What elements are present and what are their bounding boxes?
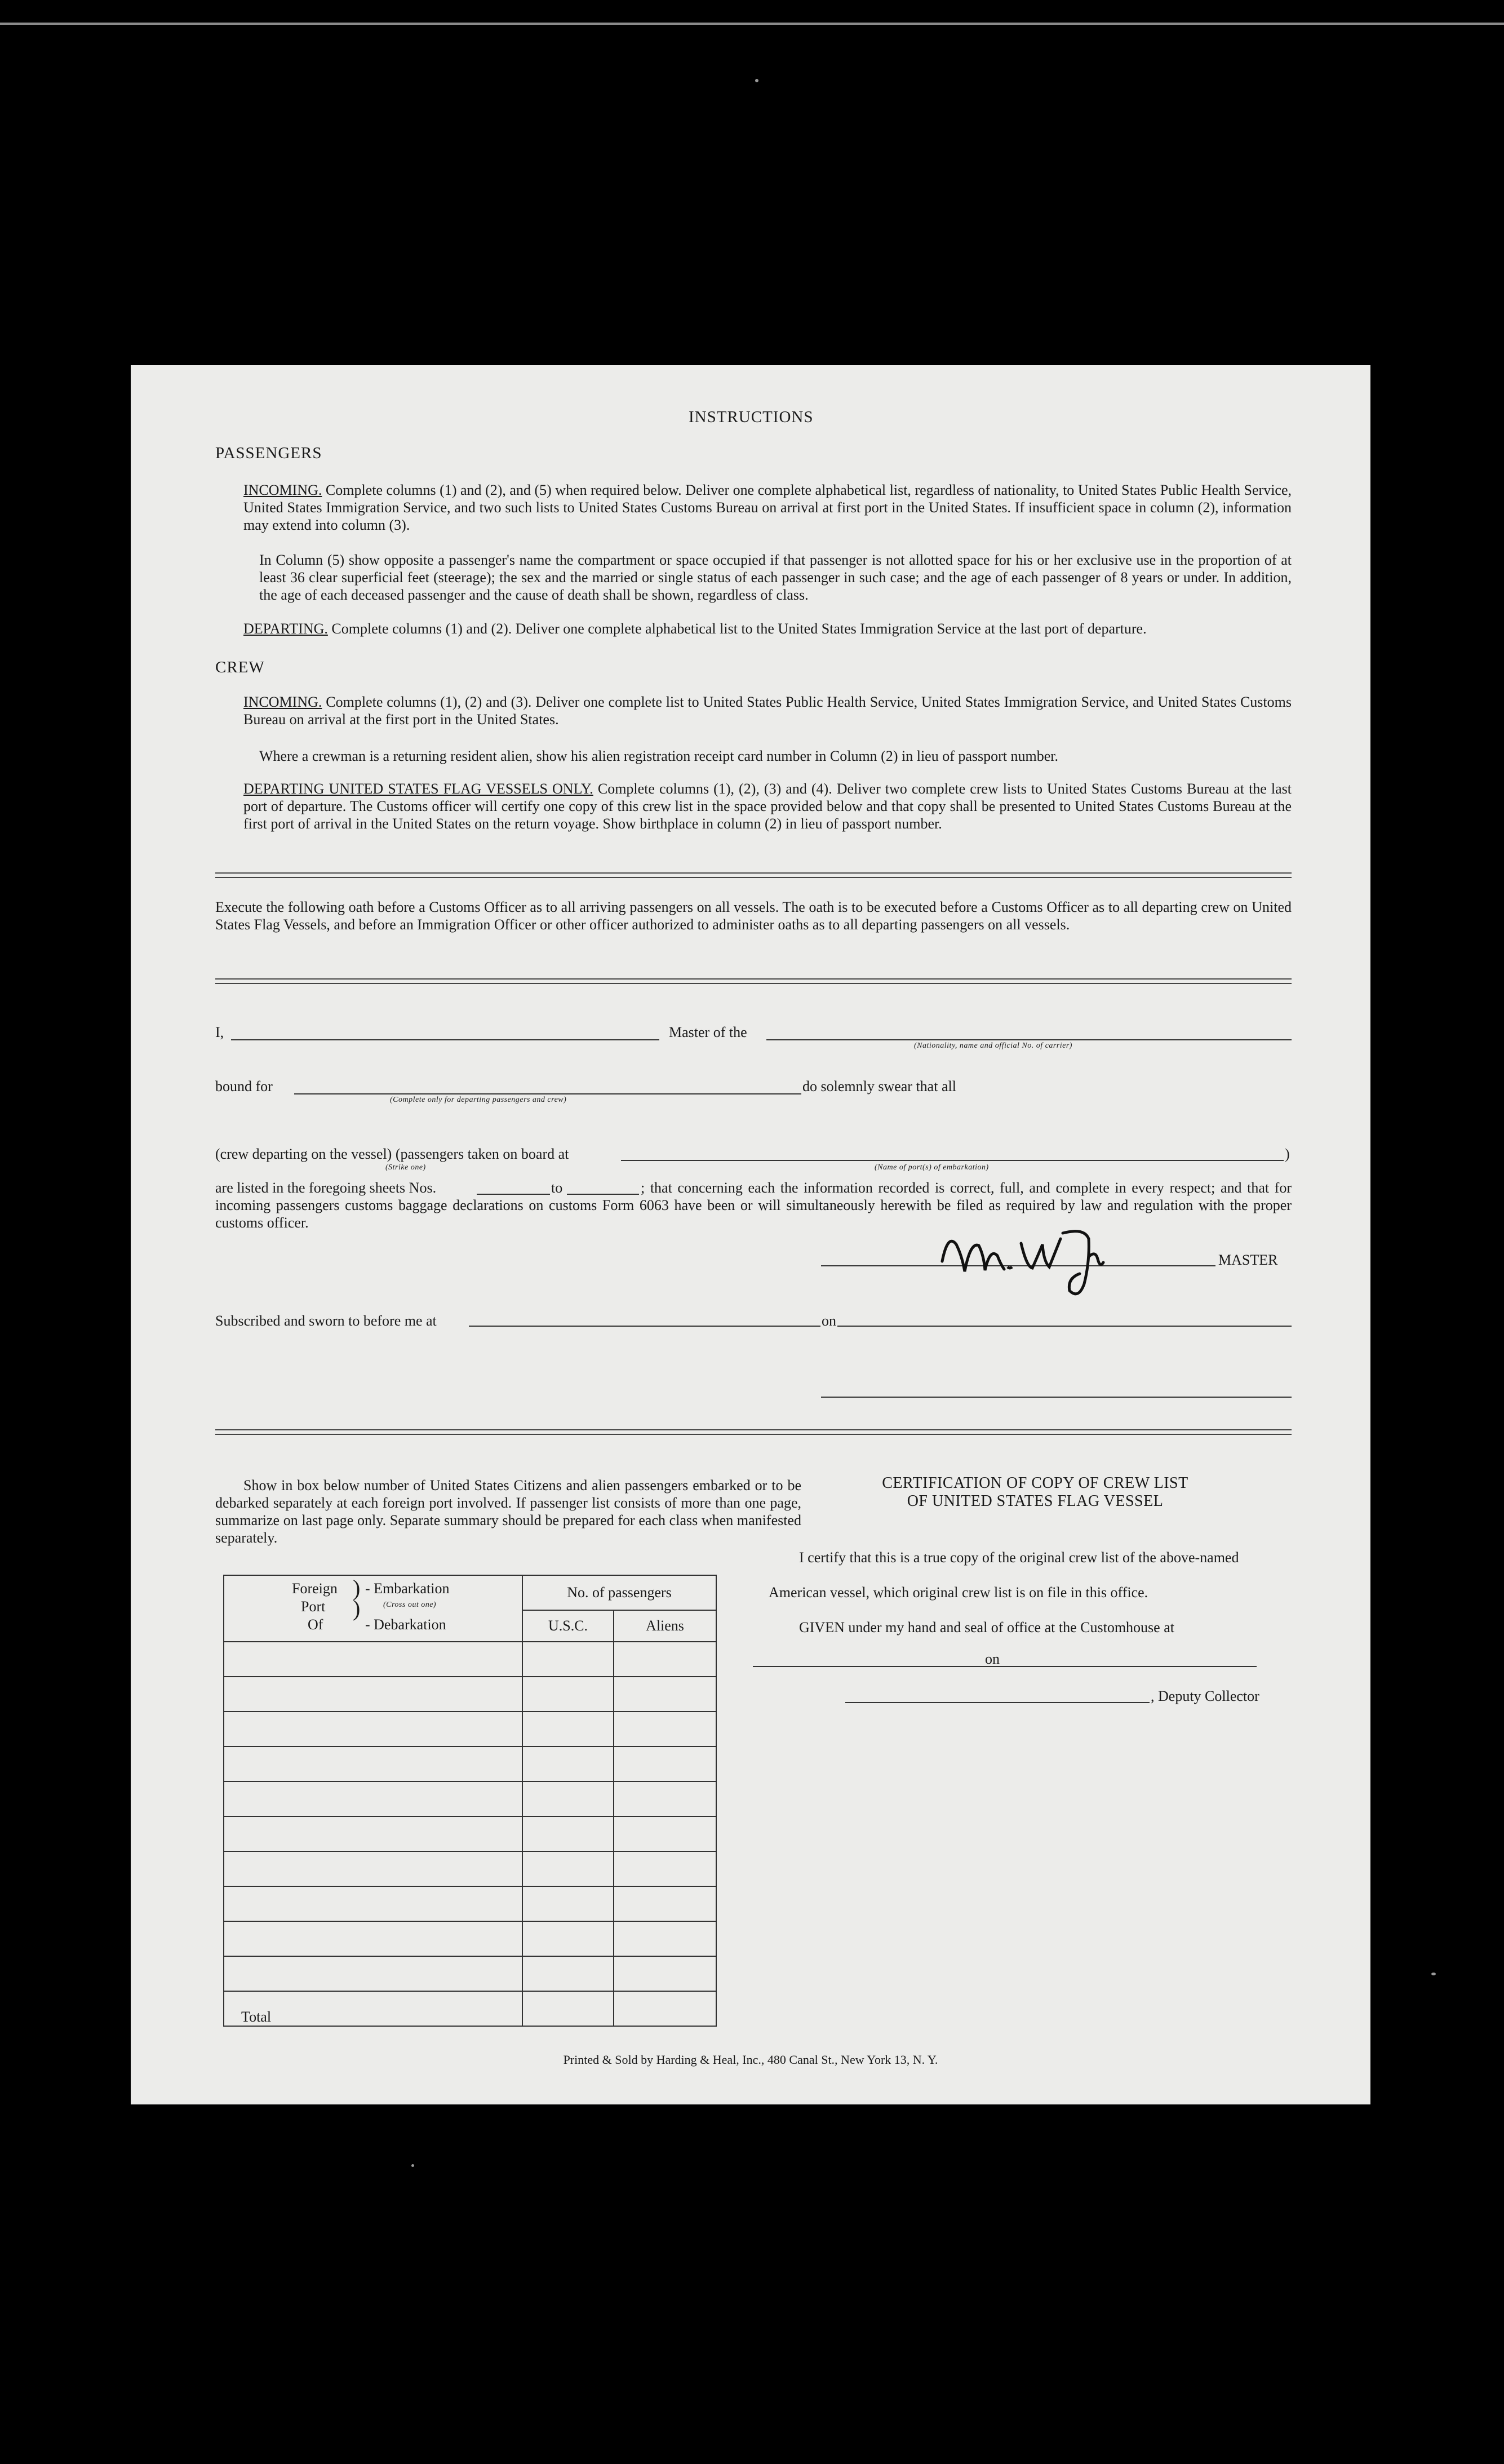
oath-intro: Execute the following oath before a Customs Officer as to all arriving passengers on all vessels. The oath is to be executed before a Customs Officer as to all departing crew on United States Flag Vessels, and before an Immigration Officer or other officer authorized to administer oaths as to all departing passengers on all vessels. <box>215 899 1292 933</box>
port-cell[interactable] <box>224 1956 522 1991</box>
passengers-column5-paragraph: In Column (5) show opposite a passenger's name the compartment or space occupied if that passenger is not allotted space for his or her exclusive use in the proportion of at least 36 clear superficial feet (steerage); the sex and the married or single status of each passenger in such case; and the age of each passenger of 8 years or under. In addition, the age of each deceased passenger and the cause of death shall be shown, regardless of class. <box>259 552 1292 603</box>
crew-alien-paragraph: Where a crewman is a returning resident alien, show his alien registration receipt card number in Column (2) in lieu of passport number. <box>259 748 1059 764</box>
usc-cell[interactable] <box>522 1886 614 1921</box>
usc-cell[interactable] <box>522 1921 614 1956</box>
port-header-cell <box>224 1575 522 1642</box>
port-caption: (Name of port(s) of embarkation) <box>875 1163 989 1172</box>
oath-subscribed-label: Subscribed and sworn to before me at <box>215 1313 437 1329</box>
crew-departing-label: DEPARTING UNITED STATES FLAG VESSELS ONLY. <box>243 781 593 797</box>
crew-incoming-label: INCOMING. <box>243 694 322 710</box>
passengers-departing-label: DEPARTING. <box>243 621 328 637</box>
certification-date-field[interactable] <box>1003 1666 1257 1667</box>
embarkation-port-field[interactable] <box>621 1160 1284 1161</box>
oath-master-of-label: Master of the <box>669 1024 747 1040</box>
usc-cell[interactable] <box>522 1956 614 1991</box>
crew-departing-paragraph <box>243 780 1292 832</box>
certification-deputy-label: , Deputy Collector <box>1151 1688 1259 1704</box>
crew-departing-text: Complete columns (1), (2), (3) and (4). Deliver two complete crew lists to United States Customs Bureau at the last port of departure. The Customs officer will certify one copy of this crew list in the space provided below and that copy shall be presented to United States Customs Bureau at the first port of arrival in the United States on the return voyage. Show birthplace in column (2) in lieu of passport number. <box>243 781 1292 832</box>
oath-bound-for-label: bound for <box>215 1078 273 1094</box>
aliens-cell[interactable] <box>614 1677 716 1712</box>
aliens-cell[interactable] <box>614 1816 716 1851</box>
oath-listed-to: to <box>551 1180 563 1196</box>
oath-i-label: I, <box>215 1024 224 1040</box>
usc-cell[interactable] <box>522 1816 614 1851</box>
crew-incoming-paragraph <box>243 693 1292 728</box>
summary-row <box>224 1712 716 1747</box>
scan-speck <box>411 2164 414 2167</box>
summary-row <box>224 1921 716 1956</box>
section-divider <box>215 872 1292 878</box>
certification-certify-1: I certify that this is a true copy of the original crew list of the above-named <box>799 1549 1239 1566</box>
bound-for-field[interactable] <box>294 1093 801 1094</box>
port-cell[interactable] <box>224 1816 522 1851</box>
brace-bottom: ) <box>353 1596 361 1621</box>
certification-title-1: CERTIFICATION OF COPY OF CREW LIST <box>882 1474 1188 1492</box>
total-label: Total <box>224 1991 522 2026</box>
port-cell[interactable] <box>224 1747 522 1781</box>
aliens-cell[interactable] <box>614 1712 716 1747</box>
port-label: Port <box>301 1598 326 1615</box>
sworn-place-field[interactable] <box>469 1326 820 1327</box>
summary-row <box>224 1851 716 1886</box>
foreign-label: Foreign <box>292 1580 338 1597</box>
port-cell[interactable] <box>224 1851 522 1886</box>
printer-footer: Printed & Sold by Harding & Heal, Inc., 480 Canal St., New York 13, N. Y. <box>563 2053 938 2067</box>
certification-title-2: OF UNITED STATES FLAG VESSEL <box>907 1492 1164 1510</box>
master-signature <box>937 1222 1111 1301</box>
passengers-incoming-paragraph <box>243 481 1292 534</box>
sworn-date-field[interactable] <box>837 1326 1292 1327</box>
section-divider <box>215 1429 1292 1435</box>
strike-caption: (Strike one) <box>385 1163 426 1172</box>
summary-instructions: Show in box below number of United States Citizens and alien passengers embarked or to be debarked separately at each foreign port involved. If passenger list consists of more than one page, summarize on last page only. Separate summary should be prepared for each class when manifested separately. <box>215 1477 801 1546</box>
oath-on-label: on <box>822 1313 836 1329</box>
port-cell[interactable] <box>224 1677 522 1712</box>
aliens-cell[interactable] <box>614 1747 716 1781</box>
aliens-cell[interactable] <box>614 1642 716 1677</box>
bound-caption: (Complete only for departing passengers and crew) <box>390 1096 567 1104</box>
debarkation-label: - Debarkation <box>365 1616 446 1633</box>
usc-cell[interactable] <box>522 1781 614 1816</box>
port-cell[interactable] <box>224 1642 522 1677</box>
usc-cell[interactable] <box>522 1851 614 1886</box>
passengers-heading: PASSENGERS <box>215 444 322 462</box>
crew-incoming-text: Complete columns (1), (2) and (3). Deliver one complete list to United States Public Health Service, United States Immigration Service, and United States Customs Bureau on arrival at the first port in the United States. <box>243 694 1292 728</box>
passengers-departing-paragraph <box>243 620 1292 637</box>
aliens-cell[interactable] <box>614 1956 716 1991</box>
oath-master-label: MASTER <box>1218 1252 1278 1268</box>
port-cell[interactable] <box>224 1781 522 1816</box>
usc-cell[interactable] <box>522 1642 614 1677</box>
total-aliens-cell[interactable] <box>614 1991 716 2026</box>
usc-header: U.S.C. <box>522 1610 614 1642</box>
section-divider <box>215 978 1292 984</box>
aliens-cell[interactable] <box>614 1851 716 1886</box>
certification-given: GIVEN under my hand and seal of office at the Customhouse at <box>799 1619 1174 1636</box>
summary-row <box>224 1816 716 1851</box>
oath-crew-passengers-label: (crew departing on the vessel) (passengers taken on board at <box>215 1146 569 1162</box>
summary-row <box>224 1956 716 1991</box>
summary-row <box>224 1677 716 1712</box>
oath-listed-pre: are listed in the foregoing sheets Nos. <box>215 1180 437 1196</box>
summary-row <box>224 1747 716 1781</box>
total-usc-cell[interactable] <box>522 1991 614 2026</box>
deputy-collector-signature[interactable] <box>845 1702 1150 1703</box>
aliens-cell[interactable] <box>614 1921 716 1956</box>
passengers-incoming-text: Complete columns (1) and (2), and (5) when required below. Deliver one complete alphabetical list, regardless of nationality, to United States Public Health Service, United States Immigration Service, and two such lists to United States Customs Bureau on arrival at first port in the United States. If insufficient space in column (2), information may extend into column (3). <box>243 482 1292 533</box>
cross-caption: (Cross out one) <box>383 1601 437 1609</box>
port-cell[interactable] <box>224 1921 522 1956</box>
master-name-field[interactable] <box>231 1039 659 1040</box>
carrier-field[interactable] <box>766 1039 1292 1040</box>
aliens-header: Aliens <box>614 1610 716 1642</box>
oath-listed-post: ; that concerning each the information recorded is correct, full, and complete in every respect; and that for incoming passengers customs baggage declarations on customs Form 6063 have been or will simultaneously herewith be filed as required by law and regulation with the proper customs officer. <box>215 1180 1292 1231</box>
summary-row <box>224 1781 716 1816</box>
oath-swear-label: do solemnly swear that all <box>802 1078 956 1094</box>
of-label: Of <box>308 1616 323 1633</box>
passenger-summary-table <box>223 1575 717 2027</box>
usc-cell[interactable] <box>522 1677 614 1712</box>
aliens-cell[interactable] <box>614 1781 716 1816</box>
port-cell[interactable] <box>224 1886 522 1921</box>
certification-on-label: on <box>985 1651 1000 1667</box>
scan-speck <box>1431 1973 1436 1975</box>
usc-cell[interactable] <box>522 1712 614 1747</box>
usc-cell[interactable] <box>522 1747 614 1781</box>
aliens-cell[interactable] <box>614 1886 716 1921</box>
instructions-title: INSTRUCTIONS <box>689 408 814 426</box>
officer-signature-line[interactable] <box>821 1397 1292 1398</box>
brace-top: ) <box>353 1575 361 1601</box>
port-cell[interactable] <box>224 1712 522 1747</box>
carrier-caption: (Nationality, name and official No. of carrier) <box>914 1042 1072 1050</box>
passengers-incoming-label: INCOMING. <box>243 482 322 498</box>
scan-speck <box>755 79 758 82</box>
summary-row <box>224 1886 716 1921</box>
form-page <box>131 365 1370 2104</box>
crew-heading: CREW <box>215 658 265 676</box>
oath-close-paren: ) <box>1285 1146 1290 1162</box>
embarkation-label: - Embarkation <box>365 1580 450 1597</box>
summary-row <box>224 1642 716 1677</box>
scan-top-border <box>0 23 1504 25</box>
no-passengers-header: No. of passengers <box>522 1575 716 1610</box>
certification-certify-2: American vessel, which original crew list is on file in this office. <box>769 1584 1148 1601</box>
passengers-departing-text: Complete columns (1) and (2). Deliver one complete alphabetical list to the United States Immigration Service at the last port of departure. <box>331 621 1147 637</box>
